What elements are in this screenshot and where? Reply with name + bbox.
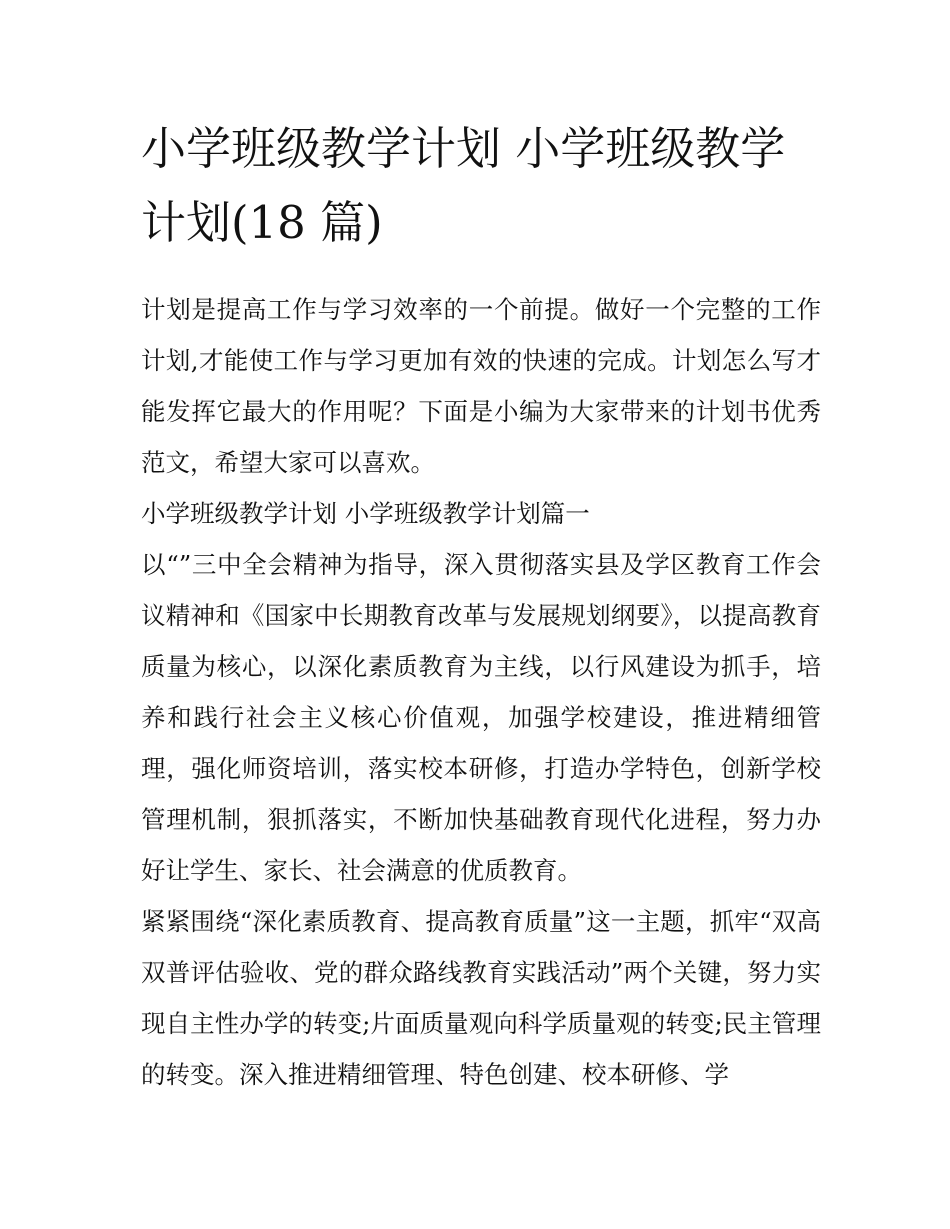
document-body — [141, 112, 821, 1100]
section-heading: 小学班级教学计划 小学班级教学计划篇一 — [141, 499, 590, 528]
body-paragraph-2: 紧紧围绕“深化素质教育、提高教育质量”这一主题，抓牢“双高双普评估验收、党的群众路线教育实践活动”两个关键，努力实现自主性办学的转变;片面质量观向科学质量观的转变;民主管理的转变。深入推进精细管理、特色创建、校本研修、学 — [141, 907, 821, 1089]
document-title: 小学班级教学计划 小学班级教学计划(18 篇) — [141, 122, 786, 249]
body-paragraph-1: 以“”三中全会精神为指导，深入贯彻落实县及学区教育工作会议精神和《国家中长期教育改革与发展规划纲要》，以提高教育质量为核心，以深化素质教育为主线，以行风建设为抓手，培养和践行社会主义核心价值观，加强学校建设，推进精细管理，强化师资培训，落实校本研修，打造办学特色，创新学校管理机制，狠抓落实，不断加快基础教育现代化进程，努力办好让学生、家长、社会满意的优质教育。 — [141, 550, 821, 885]
intro-paragraph: 计划是提高工作与学习效率的一个前提。做好一个完整的工作计划,才能使工作与学习更加有效的快速的完成。计划怎么写才能发挥它最大的作用呢？下面是小编为大家带来的计划书优秀范文，希望大家可以喜欢。 — [141, 295, 821, 477]
